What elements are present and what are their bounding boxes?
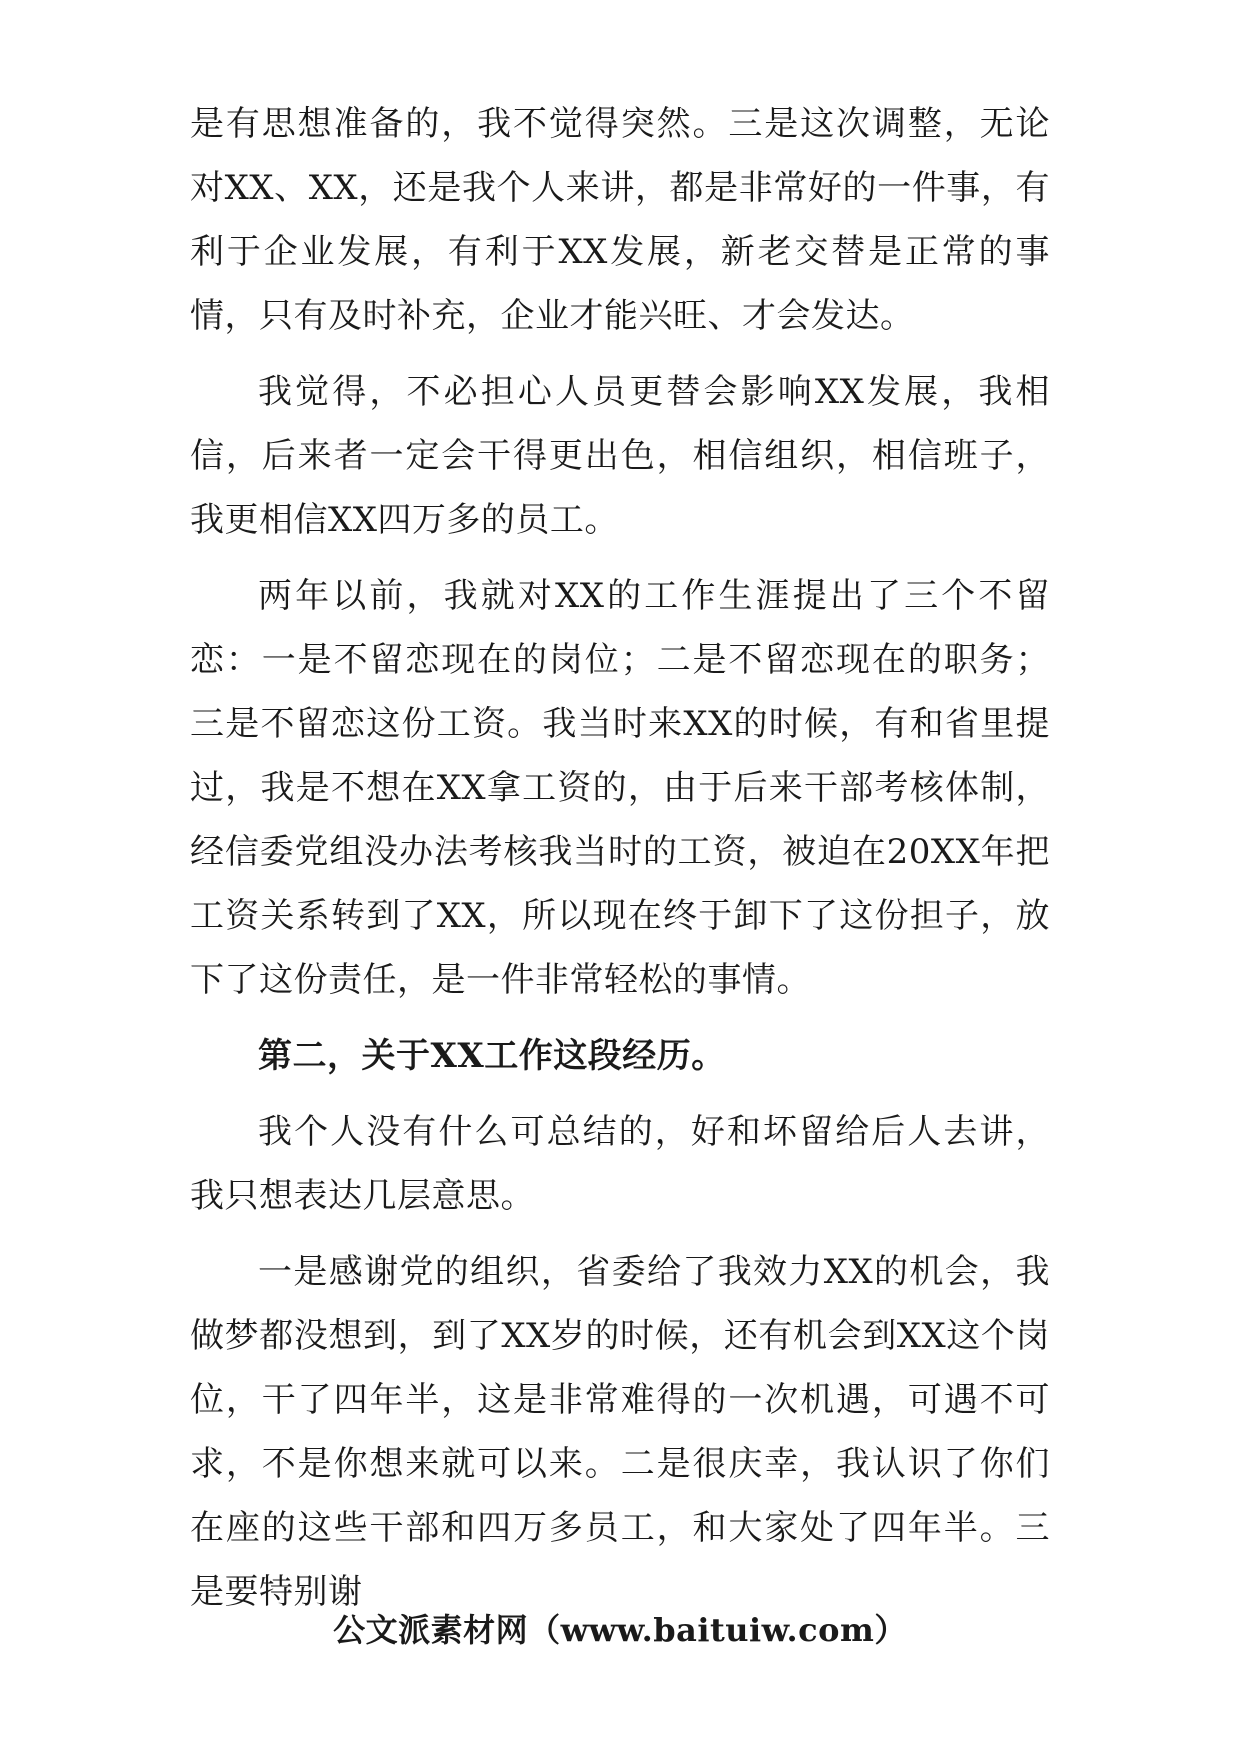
footer-watermark-text: 公文派素材网（www.baituiw.com） <box>333 1611 907 1649</box>
paragraph-personnel-change: 我觉得，不必担心人员更替会影响XX发展，我相信，后来者一定会干得更出色，相信组织，相信班子，我更相信XX四万多的员工。 <box>190 372 1050 540</box>
paragraph-gratitude: 一是感谢党的组织，省委给了我效力XX的机会，我做梦都没想到，到了XX岁的时候，还有机会到XX这个岗位，干了四年半，这是非常难得的一次机遇，可遇不可求，不是你想来就可以来。二是很庆幸，我认识了你们在座的这些干部和四万多员工，和大家处了四年半。三是要特别谢 <box>190 1252 1050 1612</box>
paragraph-continuation: 是有思想准备的，我不觉得突然。三是这次调整，无论对XX、XX，还是我个人来讲，都是非常好的一件事，有利于企业发展，有利于XX发展，新老交替是正常的事情，只有及时补充，企业才能兴旺、才会发达。 <box>190 104 1050 336</box>
paragraph-summary-intro: 我个人没有什么可总结的，好和坏留给后人去讲，我只想表达几层意思。 <box>190 1112 1050 1216</box>
paragraph-three-no-attachments: 两年以前，我就对XX的工作生涯提出了三个不留恋：一是不留恋现在的岗位；二是不留恋现在的职务；三是不留恋这份工资。我当时来XX的时候，有和省里提过，我是不想在XX拿工资的，由于后来干部考核体制，经信委党组没办法考核我当时的工资，被迫在20XX年把工资关系转到了XX，所以现在终于卸下了这份担子，放下了这份责任，是一件非常轻松的事情。 <box>190 576 1050 1000</box>
section-heading-second: 第二，关于XX工作这段经历。 <box>258 1036 726 1076</box>
document-body <box>190 92 1050 1624</box>
